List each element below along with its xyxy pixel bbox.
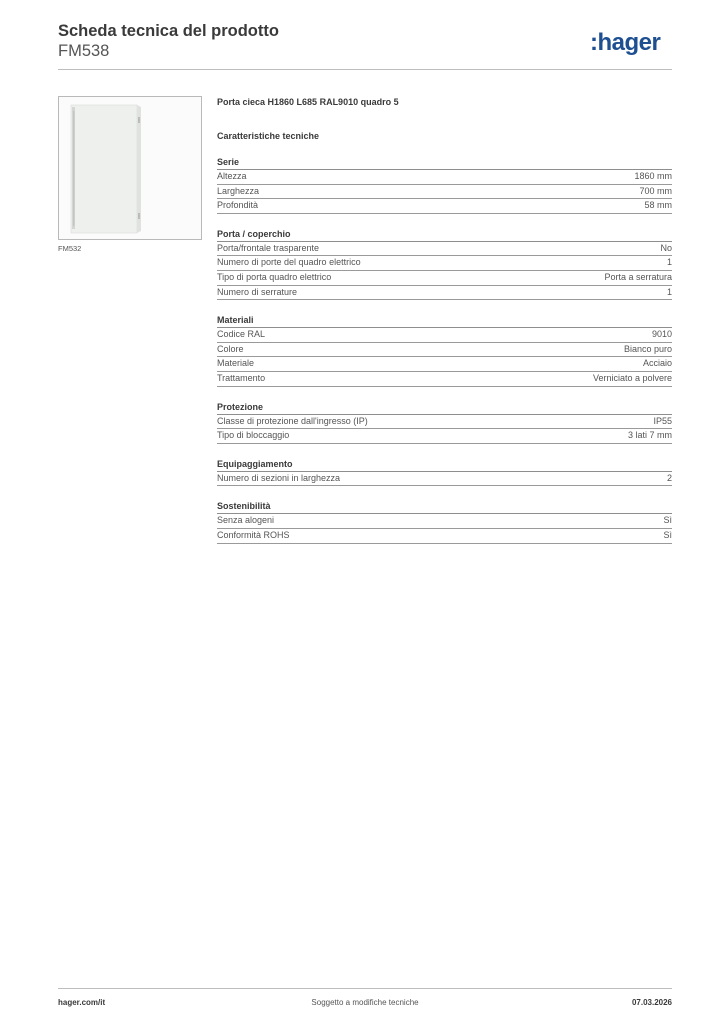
spec-section [217,228,672,300]
spec-label: Trattamento [217,372,266,383]
page-header [58,21,672,61]
section-title: Serie [217,156,672,170]
hager-logo-text: :hager [590,29,661,56]
spec-value: 700 mm [639,185,672,196]
product-code: FM538 [58,42,110,60]
spec-row [217,529,672,544]
spec-row [217,242,672,257]
spec-row [217,256,672,271]
spec-label: Classe di protezione dall'ingresso (IP) [217,415,368,426]
spec-row [217,372,672,387]
spec-value: 58 mm [644,200,672,211]
spec-value: 1860 mm [634,171,672,181]
section-title: Porta / coperchio [217,228,672,242]
footer-divider [58,988,672,989]
spec-value: Porta a serratura [604,271,672,282]
spec-label: Altezza [217,171,247,181]
spec-sections [217,156,672,544]
spec-label: Tipo di porta quadro elettrico [217,271,332,282]
spec-value: Sì [663,529,672,540]
spec-label: Conformità ROHS [217,529,290,540]
section-title: Sostenibilità [217,500,672,514]
spec-value: 9010 [651,329,672,340]
spec-section [217,156,672,214]
spec-label: Colore [217,343,244,354]
footer-website: hager.com/it [58,998,106,1007]
header-divider [58,69,672,70]
spec-row [217,170,672,185]
spec-row [217,286,672,301]
spec-section [217,458,672,487]
spec-value: 2 [666,472,672,483]
door-panel-illustration [59,97,201,239]
spec-value: Bianco puro [623,343,672,354]
spec-label: Tipo di bloccaggio [217,430,290,441]
image-caption: FM532 [58,244,82,253]
spec-row [217,472,672,487]
spec-section [217,401,672,444]
footer-date: 07.03.2026 [631,998,672,1007]
spec-label: Larghezza [217,185,260,196]
technical-characteristics-title: Caratteristiche tecniche [217,131,320,141]
spec-value: 1 [666,286,672,297]
spec-label: Codice RAL [217,329,266,340]
spec-section [217,500,672,543]
spec-label: Porta/frontale trasparente [217,242,320,253]
spec-row [217,328,672,343]
spec-value: Verniciato a polvere [592,372,672,383]
spec-label: Senza alogeni [217,515,275,526]
spec-value: Sì [663,515,672,526]
spec-value: 3 lati 7 mm [627,430,672,441]
spec-section [217,314,672,386]
spec-row [217,429,672,444]
spec-row [217,343,672,358]
spec-value: 1 [666,257,672,268]
spec-value: Acciaio [642,358,672,369]
section-title: Equipaggiamento [217,458,672,472]
section-title: Materiali [217,314,672,328]
spec-label: Numero di porte del quadro elettrico [217,257,361,268]
spec-value: No [660,242,672,253]
product-image [58,96,202,240]
spec-row [217,514,672,529]
spec-row [217,199,672,214]
footer-note: Soggetto a modifiche tecniche [311,998,419,1007]
spec-sheet [217,96,672,544]
spec-label: Profondità [217,200,259,211]
spec-row [217,357,672,372]
product-name: Porta cieca H1860 L685 RAL9010 quadro 5 [217,97,399,107]
spec-row [217,185,672,200]
hager-logo [590,28,672,58]
spec-label: Materiale [217,358,255,369]
spec-value: IP55 [653,415,672,426]
section-title: Protezione [217,401,672,415]
spec-label: Numero di sezioni in larghezza [217,472,341,483]
spec-row [217,271,672,286]
spec-row [217,415,672,430]
spec-label: Numero di serrature [217,286,298,297]
document-title: Scheda tecnica del prodotto [58,22,279,40]
